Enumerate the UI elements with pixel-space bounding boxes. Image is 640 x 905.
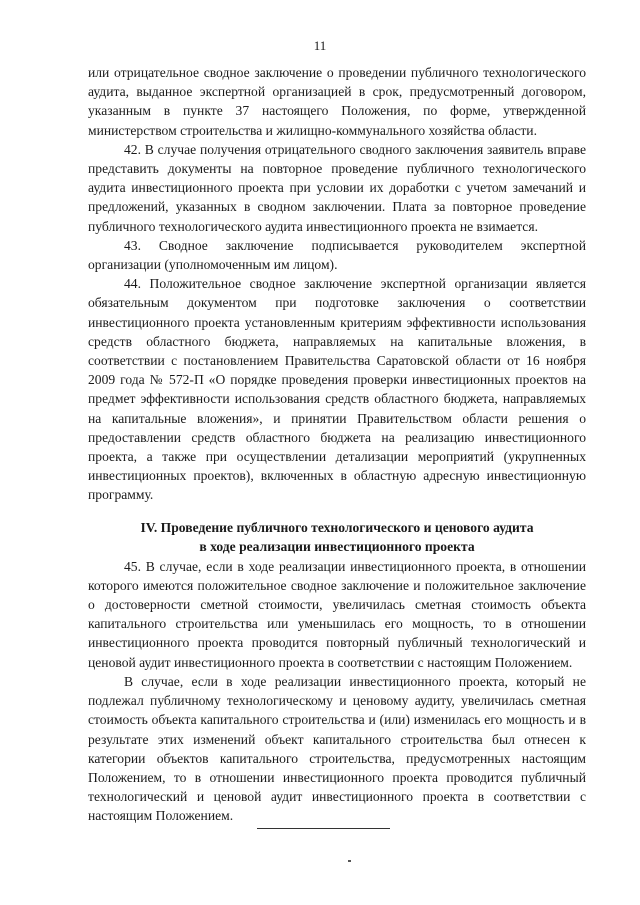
page-number: 11	[313, 38, 327, 53]
paragraph-42: 42. В случае получения отрицательного сводного заключения заявитель вправе представить документы на повторное проведение публичного технологического аудита инвестиционного проекта при условии их доработки с учетом замечаний и предложений, указанных в сводном заключении. Плата за повторное проведение публичного технологического аудита инвестиционного проекта не взимается.	[88, 141, 586, 234]
paragraph-45-continued: В случае, если в ходе реализации инвестиционного проекта, который не подлежал публичному технологическому и ценовому аудиту, увеличилась сметная стоимость объекта капитального строительства и (или) изменилась его мощность и в результате этих изменений объект капитального строительства был отнесен к категории объектов капитального строительства, предусмотренных настоящим Положением, то в отношении инвестиционного проекта проводится публичный технологический и ценовой аудит инвестиционного проекта в соответствии с настоящим Положением.	[88, 673, 586, 824]
document-body	[88, 63, 586, 826]
section-heading	[88, 518, 586, 557]
end-separator-line	[257, 828, 390, 829]
scan-speck	[348, 860, 351, 862]
section-heading-line-2: в ходе реализации инвестиционного проекта	[199, 539, 475, 555]
paragraph-43: 43. Сводное заключение подписывается руководителем экспертной организации (уполномоченным им лицом).	[88, 237, 586, 273]
section-heading-line-1: IV. Проведение публичного технологического и ценового аудита	[140, 519, 534, 535]
paragraph-continuation: или отрицательное сводное заключение о проведении публичного технологического аудита, выданное экспертной организацией в срок, предусмотренный договором, указанным в пункте 37 настоящего Положения, по форме, утвержденной министерством строительства и жилищно-коммунального хозяйства области.	[88, 65, 586, 138]
paragraph-45: 45. В случае, если в ходе реализации инвестиционного проекта, в отношении которого имеются положительное сводное заключение и положительное заключение о достоверности сметной стоимости, увеличилась сметная стоимость объекта капитального строительства или уменьшилась его мощность, то в отношении инвестиционного проекта проводится повторный публичный технологический и ценовой аудит инвестиционного проекта в соответствии с настоящим Положением.	[88, 558, 586, 670]
paragraph-44: 44. Положительное сводное заключение экспертной организации является обязательным документом при подготовке заключения о соответствии инвестиционного проекта установленным критериям эффективности использования средств областного бюджета, направляемых на капитальные вложения, в соответствии с постановлением Правительства Саратовской области от 16 ноября 2009 года № 572-П «О порядке проведения проверки инвестиционных проектов на предмет эффективности использования средств областного бюджета, направляемых на капитальные вложения», и принятии Правительством области решения о предоставлении средств областного бюджета на реализацию инвестиционного проекта, а также при осуществлении детализации мероприятий (укрупненных инвестиционных проектов), включенных в областную адресную инвестиционную программу.	[88, 276, 586, 503]
